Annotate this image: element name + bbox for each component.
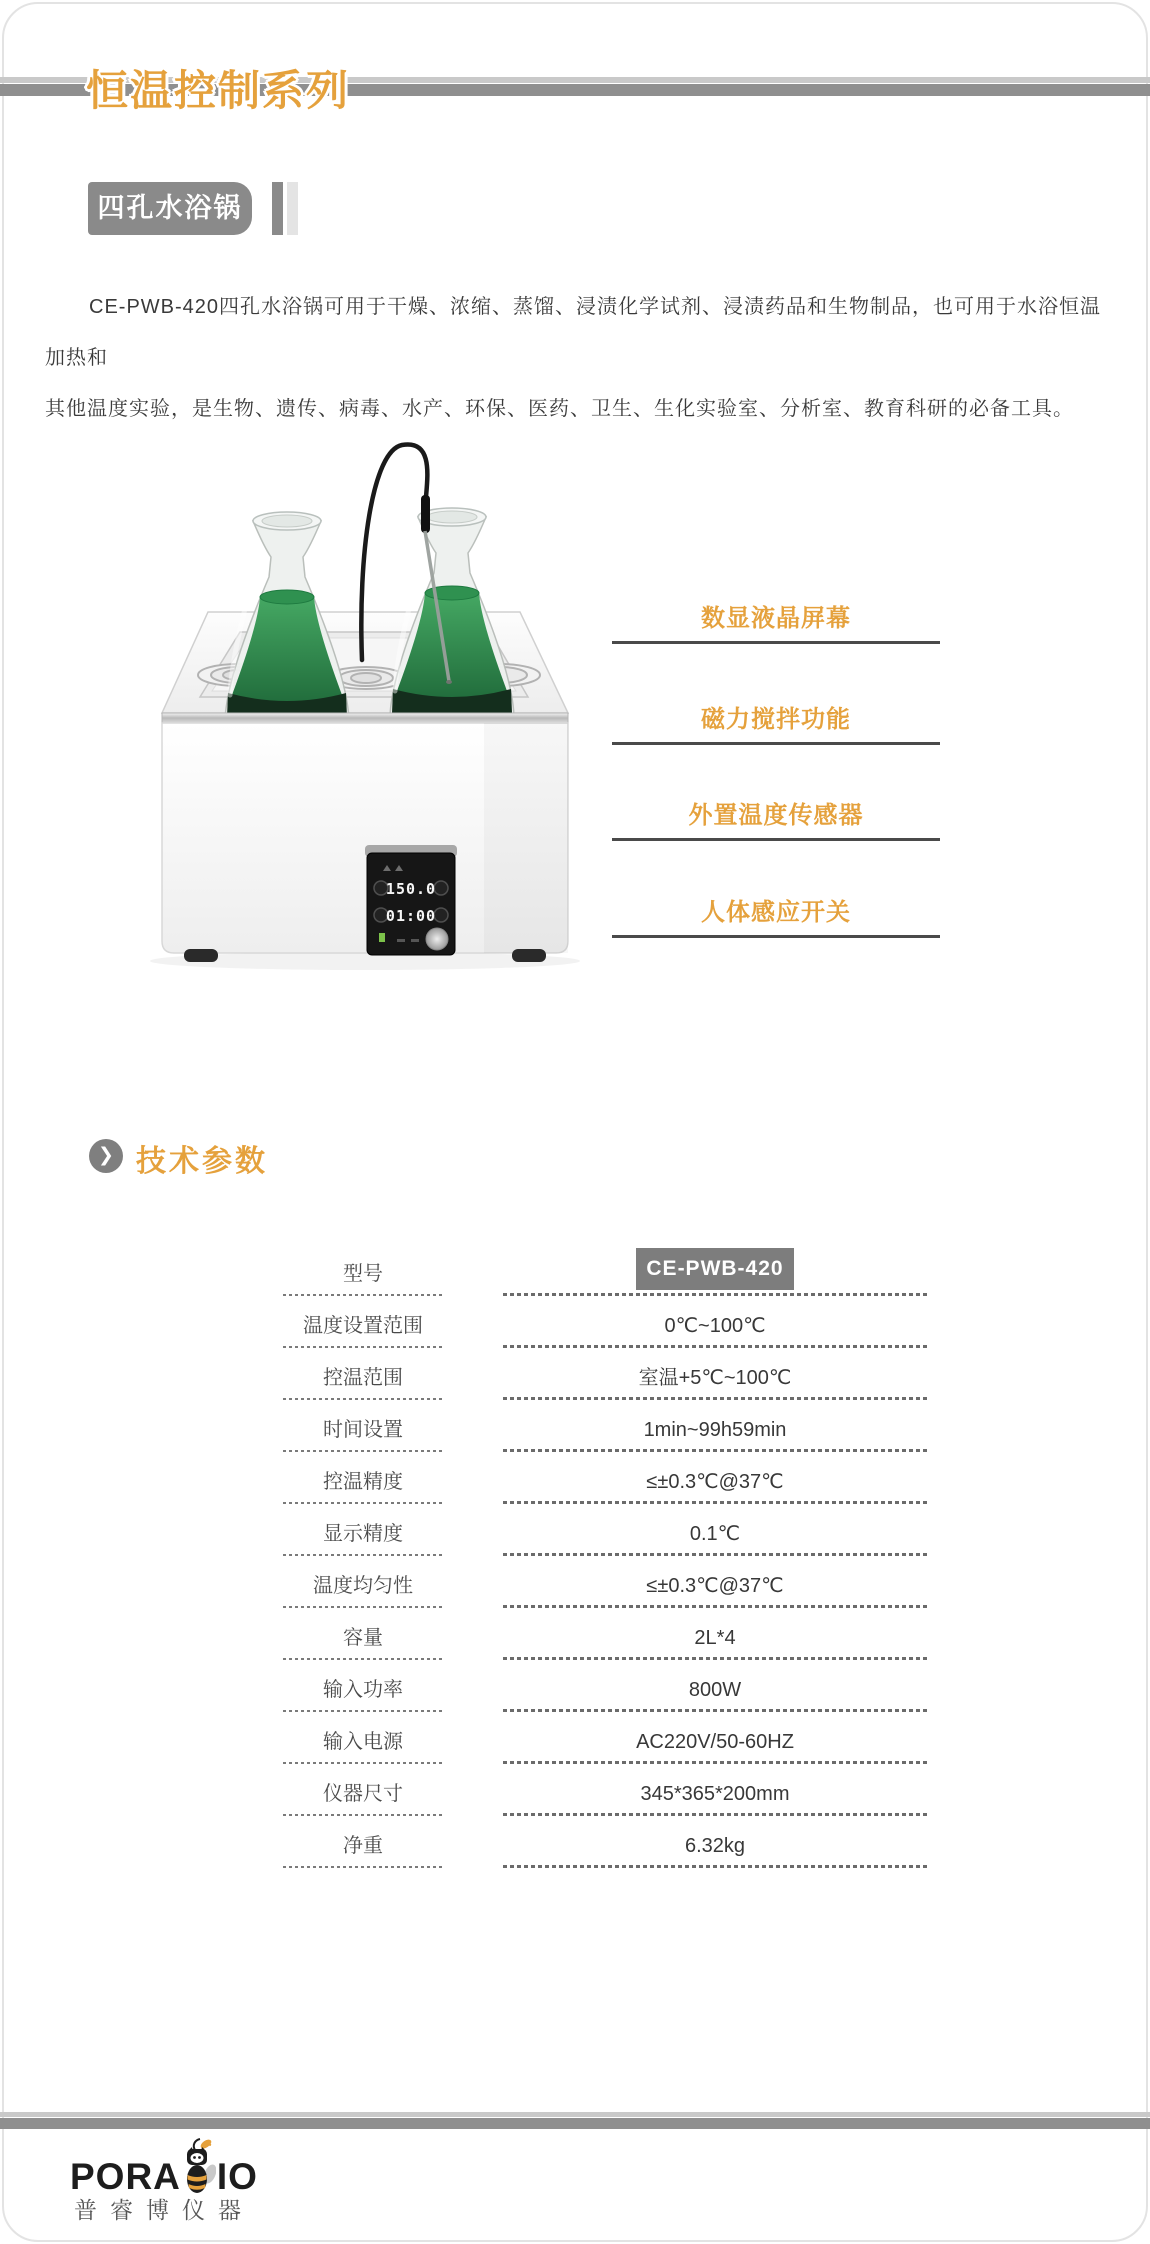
spec-value: 0.1℃	[503, 1521, 927, 1556]
spec-value: ≤±0.3℃@37℃	[503, 1469, 927, 1504]
spec-value: 6.32kg	[503, 1835, 927, 1868]
page-title: 恒温控制系列	[86, 67, 351, 114]
product-image	[112, 425, 592, 985]
chevron-right-circle-icon: ❯	[89, 1139, 123, 1173]
control-knob	[426, 928, 448, 950]
feature-external-temp-sensor: 外置温度传感器	[612, 795, 940, 841]
specs-section-title: 技术参数	[136, 1145, 268, 1178]
spec-label: 仪器尺寸	[283, 1777, 443, 1816]
description-line-2: 其他温度实验，是生物、遗传、病毒、水产、环保、医药、卫生、生化实验室、分析室、教育科研的必备工具。	[45, 398, 1074, 420]
product-name-badge: 四孔水浴锅	[88, 182, 252, 235]
table-row	[283, 1764, 927, 1816]
spec-label: 净重	[283, 1829, 443, 1868]
body-shading	[484, 723, 568, 953]
stainless-rim	[162, 713, 568, 723]
spec-value	[503, 1248, 927, 1296]
table-row	[283, 1504, 927, 1556]
spec-label: 容量	[283, 1621, 443, 1660]
spec-label: 输入电源	[283, 1725, 443, 1764]
brand-text-left: PORA	[70, 2156, 181, 2197]
table-row	[283, 1816, 927, 1868]
spec-value: AC220V/50-60HZ	[503, 1731, 927, 1764]
spec-value: 1min~99h59min	[503, 1419, 927, 1452]
badge-accent-bar-light	[287, 182, 298, 235]
brand-text-right: IO	[216, 2156, 258, 2197]
control-panel	[365, 845, 457, 955]
timer-down-button	[434, 908, 448, 922]
spec-value: 800W	[503, 1679, 927, 1712]
table-row	[283, 1452, 927, 1504]
spec-label: 时间设置	[283, 1413, 443, 1452]
table-row	[283, 1400, 927, 1452]
spec-label: 温度设置范围	[283, 1309, 443, 1348]
model-number-badge: CE-PWB-420	[636, 1248, 794, 1290]
table-row	[283, 1296, 927, 1348]
table-row	[283, 1348, 927, 1400]
timer-display: 01:00	[385, 907, 437, 925]
table-row	[283, 1608, 927, 1660]
brand-logo	[70, 2138, 258, 2195]
spec-label: 显示精度	[283, 1517, 443, 1556]
spec-value: 0℃~100℃	[503, 1313, 927, 1348]
bee-mascot-icon	[182, 2138, 216, 2196]
spec-value: 2L*4	[503, 1627, 927, 1660]
feature-magnetic-stirring: 磁力搅拌功能	[612, 699, 940, 745]
spec-label: 控温范围	[283, 1361, 443, 1400]
table-row	[283, 1712, 927, 1764]
spec-value: 室温+5℃~100℃	[503, 1361, 927, 1400]
spec-label: 控温精度	[283, 1465, 443, 1504]
feature-lcd-screen: 数显液晶屏幕	[612, 598, 940, 644]
specs-table	[283, 1244, 927, 1868]
badge-accent-bar-dark	[272, 182, 283, 235]
spec-value: ≤±0.3℃@37℃	[503, 1573, 927, 1608]
spec-value: 345*365*200mm	[503, 1783, 927, 1816]
footer-rule-light	[0, 2112, 1150, 2117]
power-led	[379, 933, 385, 942]
spec-label: 输入功率	[283, 1673, 443, 1712]
brand-chinese-name: 普睿博仪器	[74, 2197, 254, 2223]
table-row	[283, 1556, 927, 1608]
product-description	[45, 282, 1120, 435]
feature-human-sensor-switch: 人体感应开关	[612, 892, 940, 938]
table-row	[283, 1244, 927, 1296]
spec-label: 型号	[283, 1257, 443, 1296]
temp-down-button	[434, 881, 448, 895]
table-row	[283, 1660, 927, 1712]
temp-display: 150.0	[385, 880, 437, 898]
footer-rule-dark	[0, 2118, 1150, 2129]
spec-label: 温度均匀性	[283, 1569, 443, 1608]
description-line-1: CE-PWB-420四孔水浴锅可用于干燥、浓缩、蒸馏、浸渍化学试剂、浸渍药品和生物制品，也可用于水浴恒温加热和	[45, 296, 1102, 369]
